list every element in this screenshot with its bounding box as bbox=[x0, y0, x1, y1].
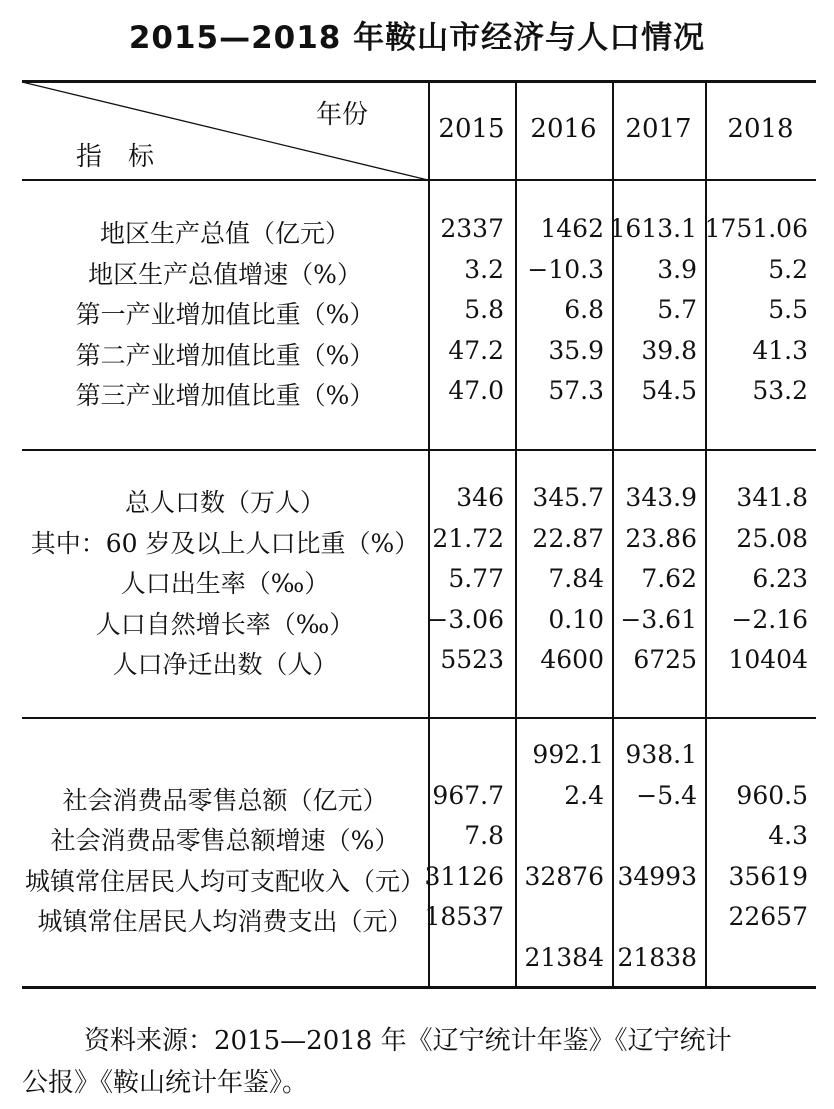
row-label: 社会消费品零售总额（亿元） bbox=[62, 785, 388, 815]
table-cell: 5.5 bbox=[768, 295, 808, 324]
row-label: 城镇常住居民人均可支配收入（元） bbox=[24, 866, 425, 896]
table-cell: 5.8 bbox=[464, 295, 504, 324]
table-cell: 31126 bbox=[424, 861, 504, 891]
table-cell: 3.9 bbox=[657, 254, 697, 284]
table-cell: 32876 bbox=[524, 861, 604, 891]
table-cell: 21384 bbox=[524, 942, 604, 972]
table-cell: 5523 bbox=[440, 645, 504, 674]
column-rule-2 bbox=[515, 81, 517, 987]
source-note-line-2: 公报》《鞍山统计年鉴》。 bbox=[22, 1068, 309, 1098]
table-cell: 967.7 bbox=[432, 780, 504, 810]
table-cell: 35619 bbox=[728, 861, 808, 891]
table-bottom-rule bbox=[22, 986, 816, 989]
row-label: 人口净迁出数（人） bbox=[112, 650, 338, 679]
section-rule-2 bbox=[22, 717, 816, 719]
table-cell: −10.3 bbox=[527, 254, 604, 284]
table-cell: −3.61 bbox=[620, 604, 697, 634]
column-rule-1 bbox=[428, 81, 430, 987]
table-cell: 21.72 bbox=[432, 523, 504, 553]
table-cell: 4600 bbox=[540, 645, 604, 674]
table-cell: 341.8 bbox=[736, 483, 808, 512]
table-cell: 5.2 bbox=[768, 254, 808, 284]
table-cell: 5.7 bbox=[657, 295, 697, 324]
table-cell: 25.08 bbox=[736, 523, 808, 553]
row-label: 人口自然增长率（‰） bbox=[95, 609, 355, 639]
table-cell: 1613.1 bbox=[609, 214, 697, 243]
table-cell: 2337 bbox=[440, 214, 504, 243]
table-cell: −2.16 bbox=[731, 604, 808, 634]
table-cell: 7.62 bbox=[641, 564, 697, 593]
table-cell: 343.9 bbox=[625, 483, 697, 512]
table-cell: 47.2 bbox=[448, 335, 504, 365]
row-label: 人口出生率（‰） bbox=[120, 569, 330, 598]
table-cell: 22657 bbox=[728, 902, 808, 931]
row-label: 地区生产总值增速（%） bbox=[88, 259, 362, 289]
table-cell: 992.1 bbox=[532, 740, 604, 769]
row-label: 社会消费品零售总额增速（%） bbox=[50, 826, 400, 855]
table-cell: 6725 bbox=[633, 645, 697, 674]
page-title: 2015—2018 年鞍山市经济与人口情况 bbox=[128, 20, 706, 56]
table-cell: 6.8 bbox=[564, 295, 604, 324]
year-header: 2018 bbox=[727, 114, 794, 144]
table-cell: 47.0 bbox=[448, 376, 504, 405]
table-cell: 6.23 bbox=[752, 564, 808, 593]
table-cell: 39.8 bbox=[641, 335, 697, 365]
table-cell: 1462 bbox=[540, 214, 604, 243]
table-cell: 35.9 bbox=[548, 335, 604, 365]
row-label: 第二产业增加值比重（%） bbox=[75, 340, 375, 370]
table-cell: 7.8 bbox=[464, 821, 504, 850]
table-cell: 21838 bbox=[617, 942, 697, 972]
header-corner-year-label: 年份 bbox=[316, 100, 369, 130]
table-cell: 346 bbox=[456, 483, 504, 512]
table-cell: 22.87 bbox=[532, 523, 604, 553]
source-note-line-1: 资料来源：2015—2018 年《辽宁统计年鉴》《辽宁统计 bbox=[84, 1026, 732, 1056]
table-cell: 53.2 bbox=[752, 376, 808, 405]
table-cell: 345.7 bbox=[532, 483, 604, 512]
table-cell: 0.10 bbox=[548, 604, 604, 634]
year-header: 2015 bbox=[438, 114, 505, 144]
table-cell: 960.5 bbox=[736, 780, 808, 810]
row-label: 地区生产总值（亿元） bbox=[99, 219, 350, 248]
table-cell: 23.86 bbox=[625, 523, 697, 553]
table-cell: 7.84 bbox=[548, 564, 604, 593]
row-label: 总人口数（万人） bbox=[124, 488, 325, 517]
year-header: 2017 bbox=[625, 114, 692, 144]
row-label: 第一产业增加值比重（%） bbox=[75, 300, 375, 329]
table-cell: 34993 bbox=[617, 861, 697, 891]
table-cell: 57.3 bbox=[548, 376, 604, 405]
row-label: 第三产业增加值比重（%） bbox=[75, 381, 375, 410]
table-cell: −3.06 bbox=[427, 604, 504, 634]
table-cell: 938.1 bbox=[625, 740, 697, 769]
table-cell: 18537 bbox=[424, 902, 504, 931]
table-cell: 5.77 bbox=[448, 564, 504, 593]
table-cell: 4.3 bbox=[768, 821, 808, 850]
table-cell: −5.4 bbox=[636, 780, 697, 810]
header-corner-indicator-label: 指 标 bbox=[76, 142, 155, 172]
table-cell: 10404 bbox=[728, 645, 808, 674]
table-cell: 54.5 bbox=[641, 376, 697, 405]
row-label: 其中：60 岁及以上人口比重（%） bbox=[30, 528, 420, 558]
year-header: 2016 bbox=[530, 114, 597, 144]
table-cell: 41.3 bbox=[752, 335, 808, 365]
table-cell: 1751.06 bbox=[704, 214, 808, 243]
table-cell: 3.2 bbox=[464, 254, 504, 284]
section-rule-1 bbox=[22, 449, 816, 451]
row-label: 城镇常住居民人均消费支出（元） bbox=[37, 907, 413, 936]
table-cell: 2.4 bbox=[564, 780, 604, 810]
